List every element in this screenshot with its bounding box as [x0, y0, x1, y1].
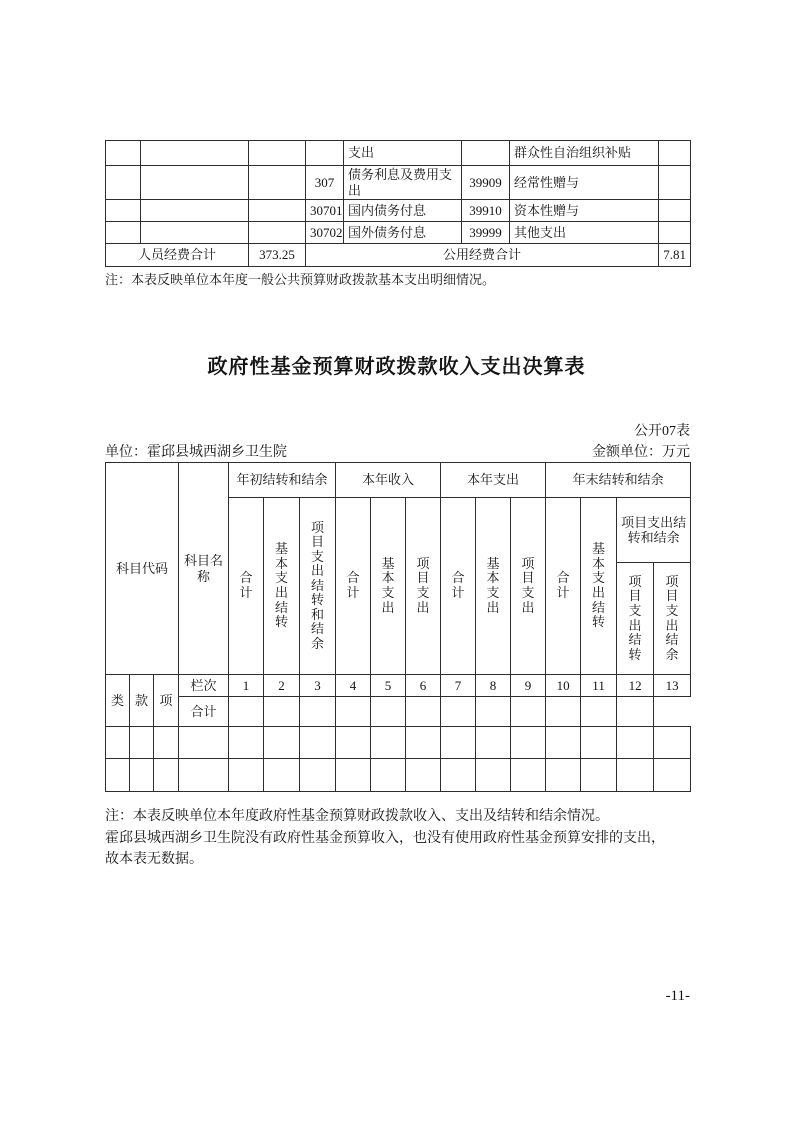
empty-cell	[371, 697, 406, 727]
empty-cell	[476, 727, 511, 759]
empty-cell	[617, 727, 654, 759]
empty-cell	[264, 727, 300, 759]
col-number: 5	[371, 675, 406, 697]
empty-cell	[654, 759, 691, 792]
empty-cell	[106, 727, 130, 759]
header-income-total: 合计	[336, 498, 371, 675]
empty-cell	[306, 141, 344, 166]
code-cell: 39910	[462, 200, 510, 222]
empty-cell	[511, 759, 546, 792]
col-number: 4	[336, 675, 371, 697]
code-cell: 39999	[462, 222, 510, 244]
name-cell: 经常性赠与	[510, 166, 659, 200]
empty-cell	[130, 727, 154, 759]
code-cell: 307	[306, 166, 344, 200]
empty-cell	[106, 222, 141, 244]
empty-cell	[371, 727, 406, 759]
header-expense-total: 合计	[441, 498, 476, 675]
empty-cell	[154, 759, 179, 792]
header-end-project-balance: 项目支出结余	[654, 563, 691, 675]
empty-cell	[476, 697, 511, 727]
name-cell: 其他支出	[510, 222, 659, 244]
empty-cell	[249, 200, 306, 222]
col-number: 8	[476, 675, 511, 697]
unit-line	[105, 441, 690, 461]
empty-cell	[659, 141, 691, 166]
empty-cell	[406, 697, 441, 727]
empty-cell	[581, 759, 617, 792]
empty-cell	[141, 141, 249, 166]
col-number: 10	[546, 675, 581, 697]
unit-name: 单位：霍邱县城西湖乡卫生院	[105, 445, 287, 460]
total-label: 公用经费合计	[306, 244, 659, 267]
header-end-project-group: 项目支出结转和结余	[617, 498, 691, 563]
empty-cell	[141, 166, 249, 200]
header-end-project-carry: 项目支出结转	[617, 563, 654, 675]
empty-cell	[406, 727, 441, 759]
empty-cell	[229, 697, 264, 727]
empty-cell	[441, 759, 476, 792]
empty-cell	[511, 697, 546, 727]
col-number: 7	[441, 675, 476, 697]
header-expense-project: 项目支出	[511, 498, 546, 675]
basic-expenditure-table	[105, 140, 691, 267]
col-number: 3	[300, 675, 336, 697]
col-number: 6	[406, 675, 441, 697]
empty-cell	[141, 222, 249, 244]
empty-cell	[546, 727, 581, 759]
empty-cell	[154, 727, 179, 759]
header-end-basic-carry: 基本支出结转	[581, 498, 617, 675]
name-cell: 资本性赠与	[510, 200, 659, 222]
empty-cell	[581, 727, 617, 759]
header-begin-project-carry-balance: 项目支出结转和结余	[300, 498, 336, 675]
note-line: 注：本表反映单位本年度政府性基金预算财政拨款收入、支出及结转和结余情况。	[105, 809, 609, 824]
name-cell: 群众性自治组织补贴	[510, 141, 659, 166]
empty-cell	[249, 166, 306, 200]
header-code-item: 项	[154, 675, 179, 727]
empty-cell	[249, 222, 306, 244]
row-total-label: 合计	[179, 697, 229, 727]
empty-cell	[264, 759, 300, 792]
empty-cell	[511, 727, 546, 759]
empty-cell	[659, 166, 691, 200]
form-number: 公开07表	[634, 424, 690, 439]
header-expense-basic: 基本支出	[476, 498, 511, 675]
header-end-total: 合计	[546, 498, 581, 675]
name-cell: 国外债务付息	[344, 222, 462, 244]
empty-cell	[581, 697, 617, 727]
header-subject-code: 科目代码	[106, 463, 179, 675]
empty-cell	[300, 759, 336, 792]
empty-cell	[249, 141, 306, 166]
empty-cell	[441, 727, 476, 759]
empty-cell	[462, 141, 510, 166]
empty-cell	[617, 759, 654, 792]
empty-cell	[106, 166, 141, 200]
empty-cell	[229, 727, 264, 759]
empty-cell	[476, 759, 511, 792]
empty-cell	[617, 697, 654, 727]
header-group-end: 年末结转和结余	[546, 463, 691, 498]
empty-cell	[106, 759, 130, 792]
header-subject-name: 科目名称	[179, 463, 229, 675]
lanci-label: 栏次	[179, 675, 229, 697]
header-begin-total: 合计	[229, 498, 264, 675]
empty-cell	[546, 697, 581, 727]
col-number: 2	[264, 675, 300, 697]
prev-table-note: 注：本表反映单位本年度一般公共预算财政拨款基本支出明细情况。	[105, 272, 496, 287]
empty-cell	[179, 759, 229, 792]
total-value: 373.25	[249, 244, 306, 267]
empty-cell	[654, 727, 691, 759]
header-income-basic: 基本支出	[371, 498, 406, 675]
code-cell: 30701	[306, 200, 344, 222]
note-line: 霍邱县城西湖乡卫生院没有政府性基金预算收入，也没有使用政府性基金预算安排的支出，	[105, 830, 665, 846]
empty-cell	[659, 200, 691, 222]
col-number: 9	[511, 675, 546, 697]
code-cell: 39909	[462, 166, 510, 200]
header-group-income: 本年收入	[336, 463, 441, 498]
note-line: 故本表无数据。	[105, 852, 203, 868]
section-title: 政府性基金预算财政拨款收入支出决算表	[207, 356, 586, 378]
col-number: 1	[229, 675, 264, 697]
fund-table-notes	[105, 806, 725, 871]
empty-cell	[300, 697, 336, 727]
empty-cell	[106, 200, 141, 222]
col-number: 11	[581, 675, 617, 697]
empty-cell	[264, 697, 300, 727]
empty-cell	[546, 759, 581, 792]
empty-cell	[406, 759, 441, 792]
name-cell: 支出	[344, 141, 462, 166]
empty-cell	[229, 759, 264, 792]
empty-cell	[179, 727, 229, 759]
header-code-class: 类	[106, 675, 130, 727]
header-group-expense: 本年支出	[441, 463, 546, 498]
header-group-begin: 年初结转和结余	[229, 463, 336, 498]
header-code-section: 款	[130, 675, 154, 727]
page-number: -11-	[665, 988, 690, 1004]
empty-cell	[336, 697, 371, 727]
total-value: 7.81	[659, 244, 691, 267]
code-cell: 30702	[306, 222, 344, 244]
name-cell: 债务利息及费用支出	[344, 166, 462, 200]
total-label: 人员经费合计	[106, 244, 249, 267]
empty-cell	[336, 759, 371, 792]
empty-cell	[371, 759, 406, 792]
col-number: 13	[654, 675, 691, 697]
header-income-project: 项目支出	[406, 498, 441, 675]
fund-budget-table	[105, 462, 691, 792]
empty-cell	[336, 727, 371, 759]
empty-cell	[141, 200, 249, 222]
col-number: 12	[617, 675, 654, 697]
name-cell: 国内债务付息	[344, 200, 462, 222]
empty-cell	[130, 759, 154, 792]
empty-cell	[441, 697, 476, 727]
empty-cell	[659, 222, 691, 244]
empty-cell	[106, 141, 141, 166]
empty-cell	[300, 727, 336, 759]
amount-unit: 金额单位：万元	[592, 445, 690, 460]
header-begin-basic-carry: 基本支出结转	[264, 498, 300, 675]
